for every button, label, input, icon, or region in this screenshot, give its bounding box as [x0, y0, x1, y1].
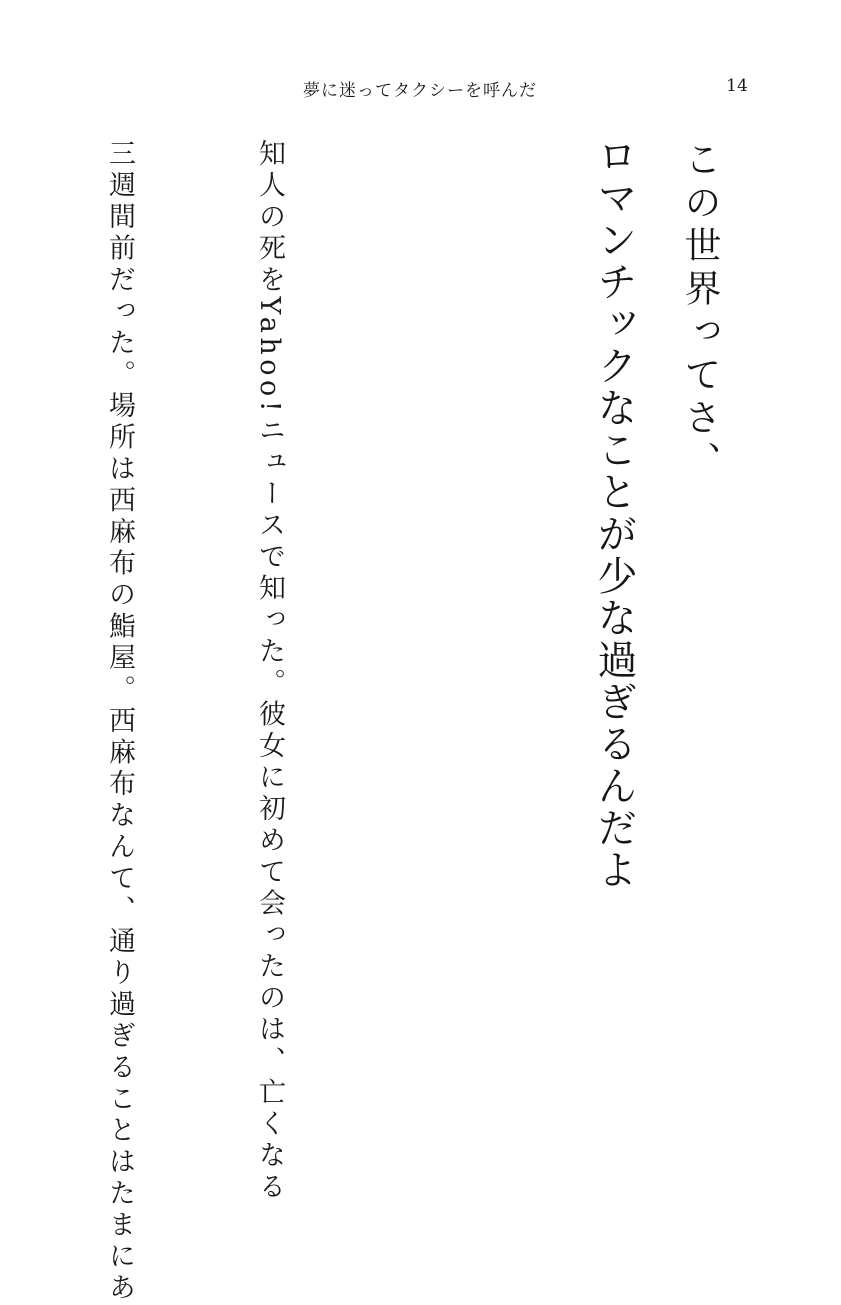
handwritten-line-2: ロマンチックなことが少な過ぎるんだよ	[591, 135, 637, 891]
body-line: 知人の死をYahoo!ニュースで知った。彼女に初めて会ったのは、亡くなる	[254, 139, 285, 1204]
body-line: 三週間前だった。場所は西麻布の鮨屋。西麻布なんて、通り過ぎることはたまにあ	[104, 139, 135, 1305]
page-number: 14	[726, 76, 748, 96]
running-title: 夢に迷ってタクシーを呼んだ	[303, 81, 537, 101]
handwritten-line-1: この世界ってさ、	[678, 140, 721, 484]
body-text	[0, 139, 394, 1305]
